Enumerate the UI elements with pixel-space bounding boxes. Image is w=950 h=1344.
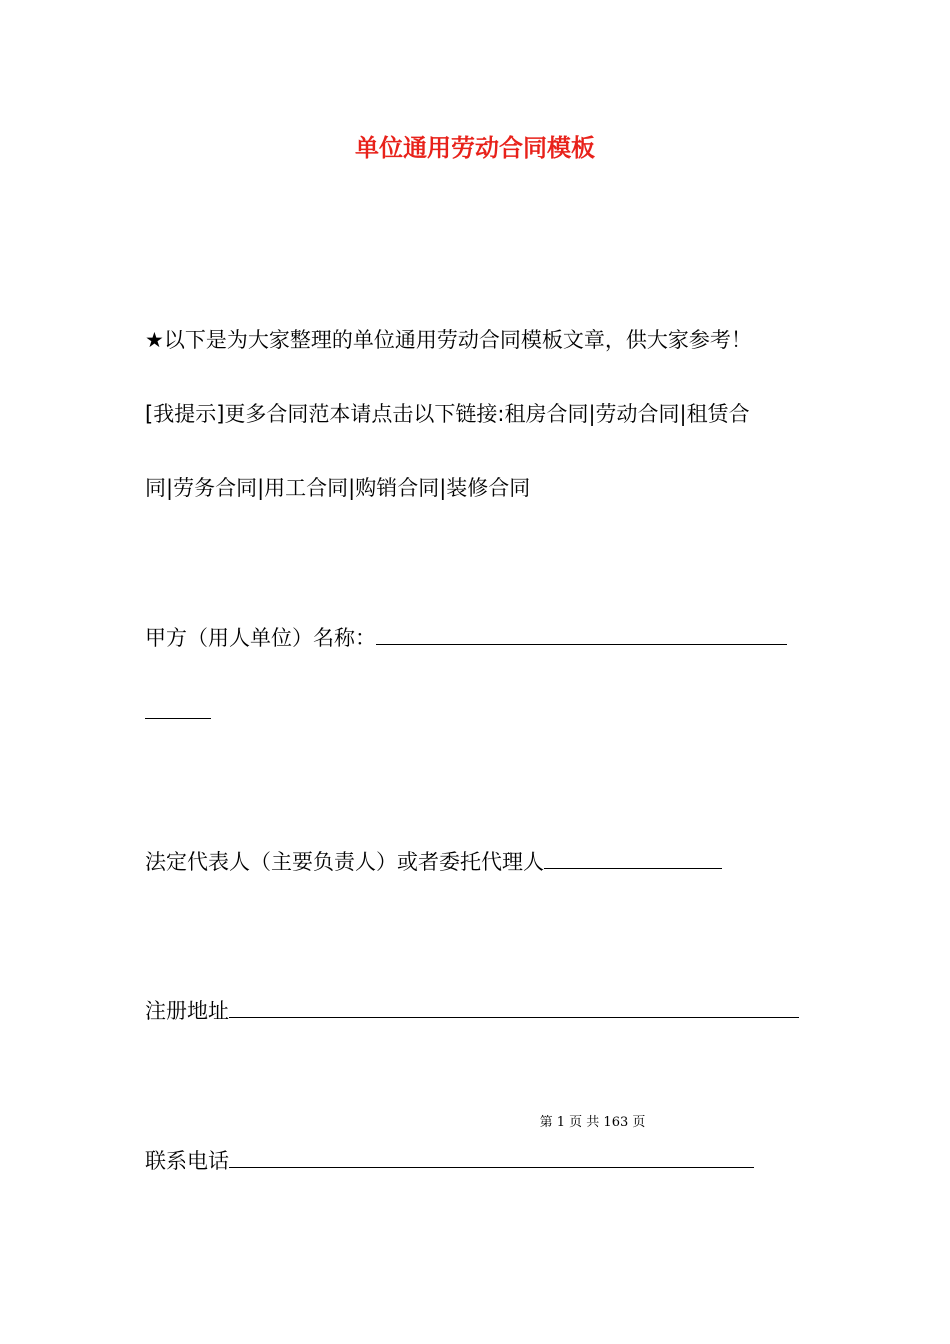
party-a-blank-continued xyxy=(145,696,211,719)
party-a-row-continued xyxy=(145,696,211,728)
legal-rep-label: 法定代表人（主要负责人）或者委托代理人 xyxy=(145,850,544,874)
party-a-label: 甲方（用人单位）名称： xyxy=(145,626,376,650)
tip-line-2: 同|劳务合同|用工合同|购销合同|装修合同 xyxy=(145,476,531,500)
address-blank xyxy=(229,995,799,1018)
legal-rep-row xyxy=(145,846,722,878)
intro-text: ★以下是为大家整理的单位通用劳动合同模板文章，供大家参考！ xyxy=(145,328,752,352)
document-title: 单位通用劳动合同模板 xyxy=(355,134,595,162)
address-row xyxy=(145,995,799,1027)
tip-line-1: [我提示]更多合同范本请点击以下链接:租房合同|劳动合同|租赁合 xyxy=(145,402,750,426)
party-a-blank xyxy=(376,622,787,645)
page-footer: 第 1 页 共 163 页 xyxy=(539,1115,646,1130)
phone-label: 联系电话 xyxy=(145,1149,229,1173)
party-a-row xyxy=(145,622,787,654)
phone-blank xyxy=(229,1145,754,1168)
legal-rep-blank xyxy=(544,846,722,869)
phone-row xyxy=(145,1145,754,1177)
address-label: 注册地址 xyxy=(145,999,229,1023)
